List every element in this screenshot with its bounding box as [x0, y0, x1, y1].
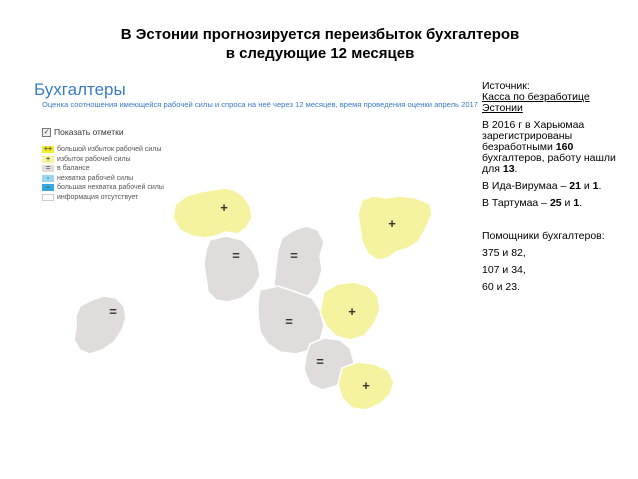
helpers-item: 107 и 34, — [482, 264, 526, 276]
mark-tartu: + — [348, 304, 356, 319]
legend-swatch-balance: = — [42, 165, 54, 172]
checkbox-checked-icon[interactable]: ✓ — [43, 128, 50, 136]
region-saare[interactable] — [74, 296, 126, 354]
legend-swatch-big-surplus: ++ — [43, 146, 53, 154]
helpers-item: 375 и 82, — [482, 247, 526, 259]
panel-heading: Бухгалтеры — [34, 80, 126, 99]
legend-swatch-big-shortage: -- — [42, 184, 54, 191]
title-line-2: в следующие 12 месяцев — [225, 45, 415, 62]
helpers-item: 60 и 23. — [482, 281, 520, 293]
panel-subtitle: Оценка соотношения имеющейся рабочей силы и спроса на неё через 12 месяцев, время проведения оценки апрель 2017 — [42, 100, 478, 109]
ida-viru-note: В Ида-Вирумаа – 21 и 1. — [482, 180, 602, 192]
legend-swatch-surplus: + — [42, 156, 54, 163]
mark-harju: + — [220, 200, 228, 215]
source-notes — [482, 81, 627, 299]
mark-viljandi: = — [285, 314, 293, 329]
map-panel — [28, 78, 478, 443]
estonia-map — [28, 78, 478, 443]
mark-ida-viru: + — [388, 216, 396, 231]
legend-label: в балансе — [57, 165, 90, 173]
title-line-1: В Эстонии прогнозируется переизбыток бухгалтеров — [120, 26, 520, 43]
mark-valga: = — [316, 354, 324, 369]
helpers-label: Помощники бухгалтеров: — [482, 230, 605, 242]
region-harju[interactable] — [173, 188, 252, 238]
legend-swatch-shortage: - — [42, 175, 54, 182]
mark-rapla: = — [290, 248, 298, 263]
mark-saare: = — [109, 304, 117, 319]
legend-label: большой избыток рабочей силы — [57, 146, 162, 154]
slide-title — [70, 25, 570, 63]
harju-note: В 2016 г в Харьюмаа зарегистрированы безработными 160 бухгалтеров, работу нашли для 13. — [482, 119, 616, 175]
tartu-note: В Тартумаа – 25 и 1. — [482, 197, 583, 209]
legend-label: информация отсутствует — [57, 193, 139, 201]
region-laane[interactable] — [204, 236, 260, 302]
mark-laane: = — [232, 248, 240, 263]
source-link[interactable]: Касса по безработице Эстонии — [482, 91, 590, 114]
legend-label: нехватка рабочей силы — [57, 174, 134, 182]
mark-voru: + — [362, 378, 370, 393]
legend-label: избыток рабочей силы — [57, 155, 131, 163]
show-marks-label: Показать отметки — [54, 127, 124, 137]
legend-label: большая нехватка рабочей силы — [57, 184, 164, 192]
source-label: Источник: — [482, 80, 530, 92]
